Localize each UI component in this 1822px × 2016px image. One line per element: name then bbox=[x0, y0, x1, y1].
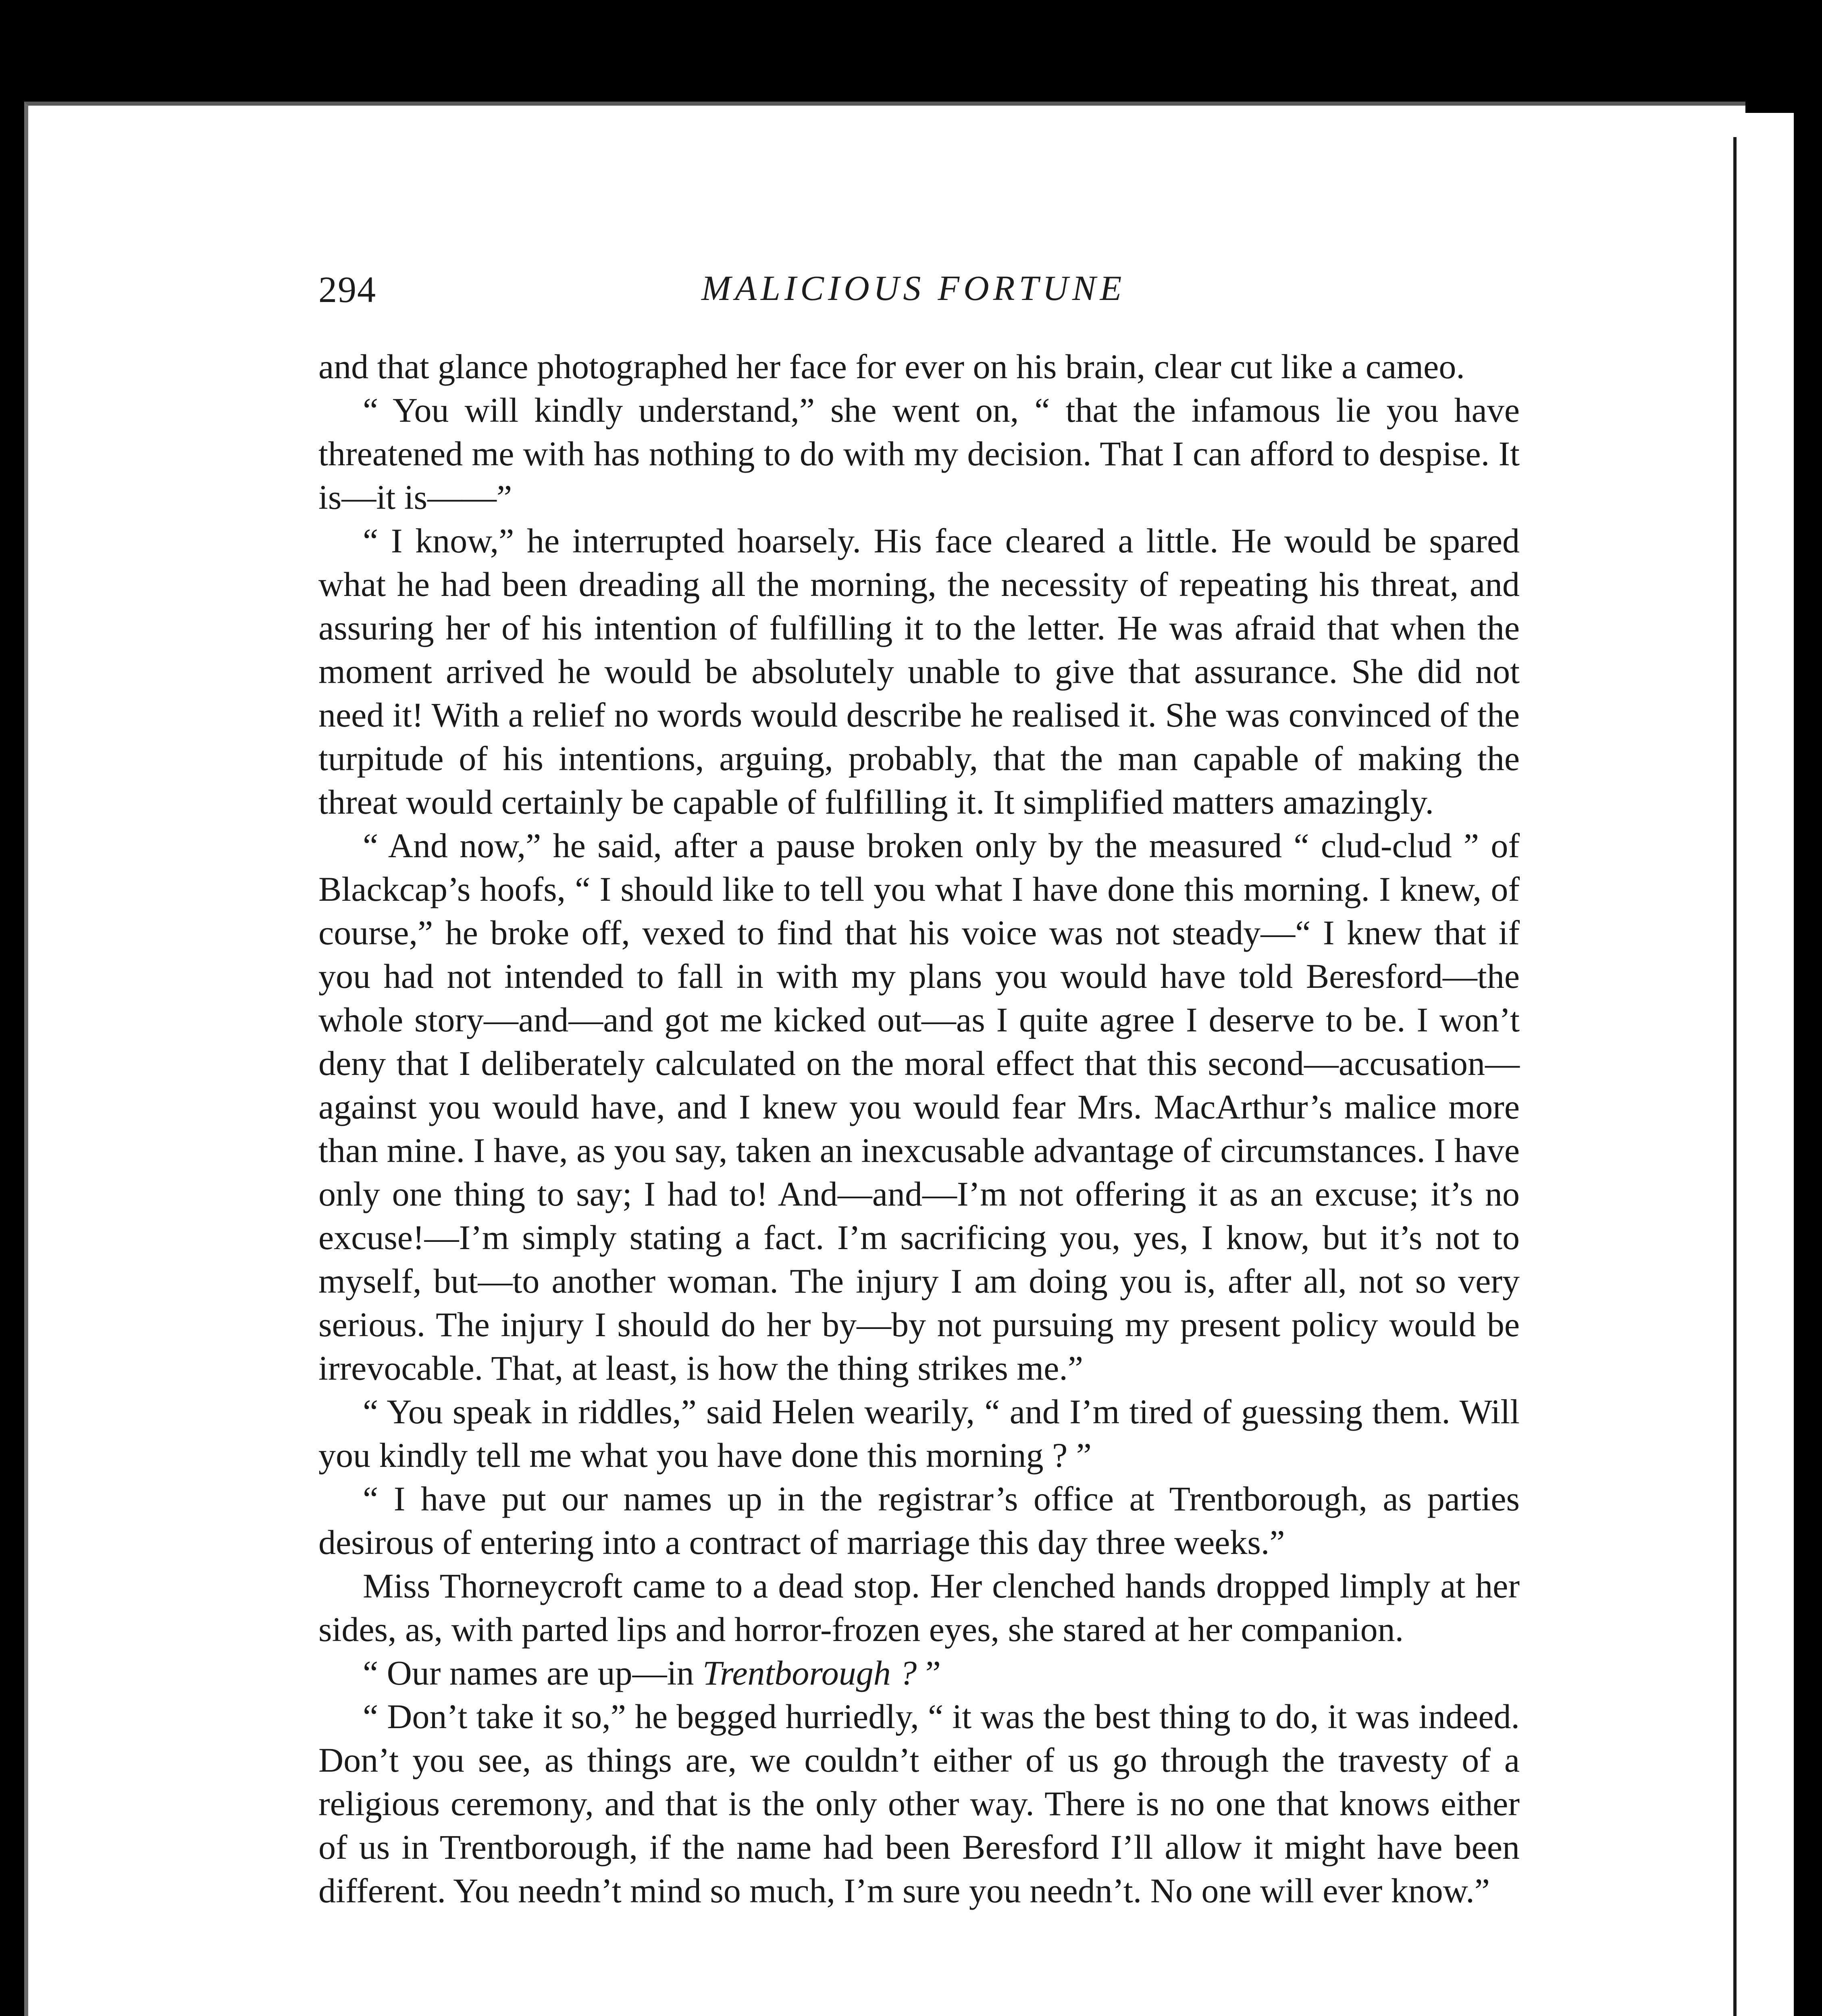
paragraph-names bbox=[318, 1651, 1520, 1695]
names-text-after: ” bbox=[917, 1654, 941, 1692]
paragraph: and that glance photographed her face for ever on his brain, clear cut like a cameo. bbox=[318, 347, 1465, 386]
page-number: 294 bbox=[318, 269, 376, 310]
paragraph: “ I know,” he interrupted hoarsely. His face cleared a little. He would be spared what he had been dreading all the morning, the necessity of repeating his threat, and assuring her of his intention of fulfilling it to the letter. He was afraid that when the moment arrived he would be absolutely unable to give that assurance. She did not need it! With a relief no words would describe he realised it. She was convinced of the turpitude of his intentions, arguing, probably, that the man capable of making the threat would certainly be capable of fulfilling it. It simplified matters amazingly. bbox=[318, 521, 1520, 821]
paragraph: “ And now,” he said, after a pause broken only by the measured “ clud-clud ” of Blackcap’s hoofs, “ I should like to tell you what I have done this morning. I knew, of course,” he broke off, vexed to find that his voice was not steady—“ I knew that if you had not intended to fall in with my plans you would have told Beresford—the whole story—and—and got me kicked out—as I quite agree I deserve to be. I won’t deny that I deliberately calculated on the moral effect that this second—accusation—against you would have, and I knew you would fear Mrs. MacArthur’s malice more than mine. I have, as you say, taken an inexcusable advantage of circumstances. I have only one thing to say; I had to! And—and—I’m not offering it as an excuse; it’s no excuse!—I’m simply stating a fact. I’m sacrificing you, yes, I know, but it’s not to myself, but—to another woman. The injury I am doing you is, after all, not so very serious. The injury I should do her by—by not pursuing my present policy would be irrevocable. That, at least, is how the thing strikes me.” bbox=[318, 826, 1520, 1387]
body-text bbox=[318, 345, 1520, 1912]
running-head: MALICIOUS FORTUNE bbox=[701, 269, 1126, 308]
paragraph: “ You will kindly understand,” she went on, “ that the infamous lie you have threatened me with has nothing to do with my decision. That I can afford to despise. It is—it is——” bbox=[318, 391, 1520, 516]
names-text-italic: Trentborough ? bbox=[703, 1654, 917, 1692]
names-text-before: “ Our names are up—in bbox=[363, 1654, 703, 1692]
page-gutter-line bbox=[1733, 137, 1737, 2016]
paragraph: “ Don’t take it so,” he begged hurriedly, “ it was the best thing to do, it was indeed. Don’t you see, as things are, we couldn’t either of us go through the travesty of a religious ceremony, and that is the only other way. There is no one that knows either of us in Trentborough, if the name had been Beresford I’ll allow it might have been different. You needn’t mind so much, I’m sure you needn’t. No one will ever know.” bbox=[318, 1697, 1520, 1910]
paragraph: “ You speak in riddles,” said Helen wearily, “ and I’m tired of guessing them. Will you kindly tell me what you have done this morning ? ” bbox=[318, 1392, 1520, 1475]
adjacent-page-edge bbox=[1741, 113, 1794, 2016]
paragraph: Miss Thorneycroft came to a dead stop. Her clenched hands dropped limply at her sides, as, with parted lips and horror-frozen eyes, she stared at her companion. bbox=[318, 1566, 1520, 1649]
page-header bbox=[318, 268, 1528, 321]
paragraph: “ I have put our names up in the registrar’s office at Trentborough, as parties desirous of entering into a contract of marriage this day three weeks.” bbox=[318, 1479, 1520, 1562]
